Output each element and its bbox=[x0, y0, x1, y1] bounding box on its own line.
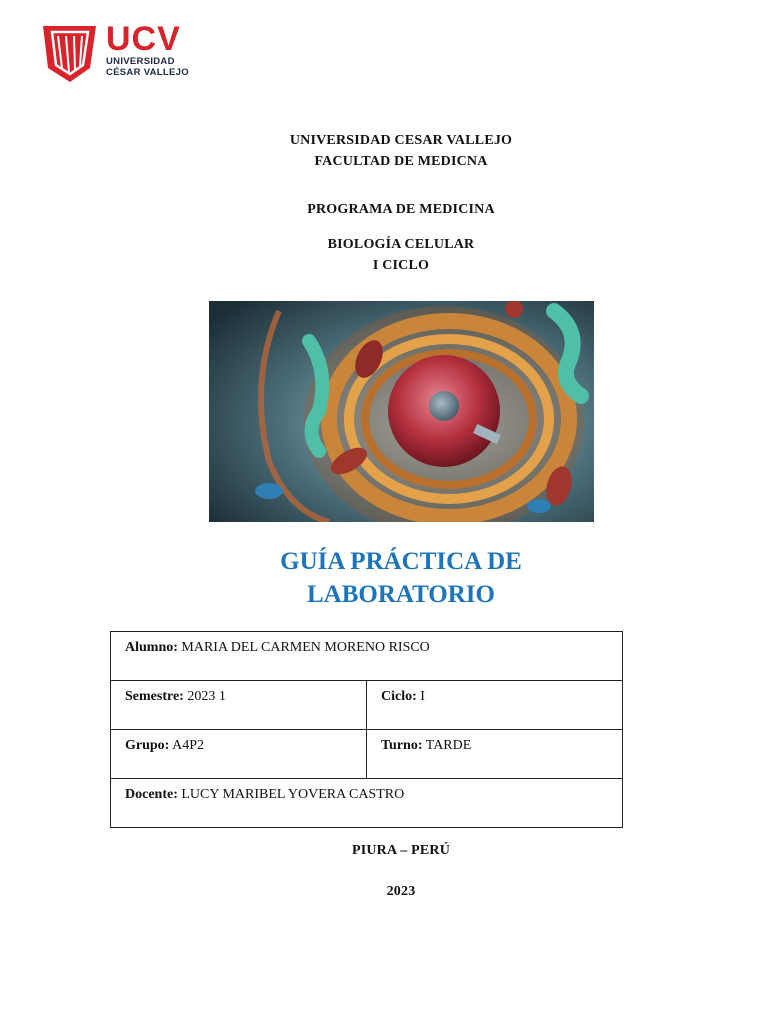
year: 2023 bbox=[386, 884, 416, 899]
table-row bbox=[111, 681, 623, 730]
logo-line2: CÉSAR VALLEJO bbox=[106, 67, 189, 78]
student-label: Alumno: bbox=[125, 640, 178, 655]
program-name: PROGRAMA DE MEDICINA bbox=[307, 202, 495, 217]
semester-label: Semestre: bbox=[125, 689, 184, 704]
cycle-label: Ciclo: bbox=[381, 689, 417, 704]
location: PIURA – PERÚ bbox=[351, 843, 451, 858]
student-cell bbox=[111, 632, 623, 681]
shift-label: Turno: bbox=[381, 738, 423, 753]
semester-cell bbox=[111, 681, 367, 730]
cycle-cell bbox=[367, 681, 623, 730]
table-row bbox=[111, 632, 623, 681]
logo-text bbox=[106, 22, 189, 78]
teacher-cell bbox=[111, 779, 623, 828]
table-row bbox=[111, 730, 623, 779]
group-cell bbox=[111, 730, 367, 779]
document-title-line2: LABORATORIO bbox=[306, 581, 495, 608]
teacher-name: LUCY MARIBEL YOVERA CASTRO bbox=[181, 787, 405, 802]
course-name: BIOLOGÍA CELULAR bbox=[327, 237, 475, 252]
teacher-label: Docente: bbox=[125, 787, 178, 802]
university-name: UNIVERSIDAD CESAR VALLEJO bbox=[289, 133, 513, 148]
student-name: MARIA DEL CARMEN MORENO RISCO bbox=[181, 640, 430, 655]
group-label: Grupo: bbox=[125, 738, 170, 753]
logo-brand: UCV bbox=[106, 20, 181, 58]
cycle-value: I bbox=[420, 689, 425, 704]
table-row bbox=[111, 779, 623, 828]
shift-value: TARDE bbox=[425, 738, 472, 753]
document-title-line1: GUÍA PRÁCTICA DE bbox=[280, 548, 522, 575]
shift-cell bbox=[367, 730, 623, 779]
student-info-table bbox=[110, 631, 623, 828]
semester-value: 2023 1 bbox=[187, 689, 226, 704]
ucv-emblem-icon bbox=[43, 26, 96, 82]
faculty-name: FACULTAD DE MEDICNA bbox=[314, 154, 488, 169]
cell-illustration bbox=[209, 301, 594, 522]
course-cycle: I CICLO bbox=[372, 258, 430, 273]
group-value: A4P2 bbox=[172, 738, 204, 753]
logo-line1: UNIVERSIDAD bbox=[106, 56, 175, 67]
